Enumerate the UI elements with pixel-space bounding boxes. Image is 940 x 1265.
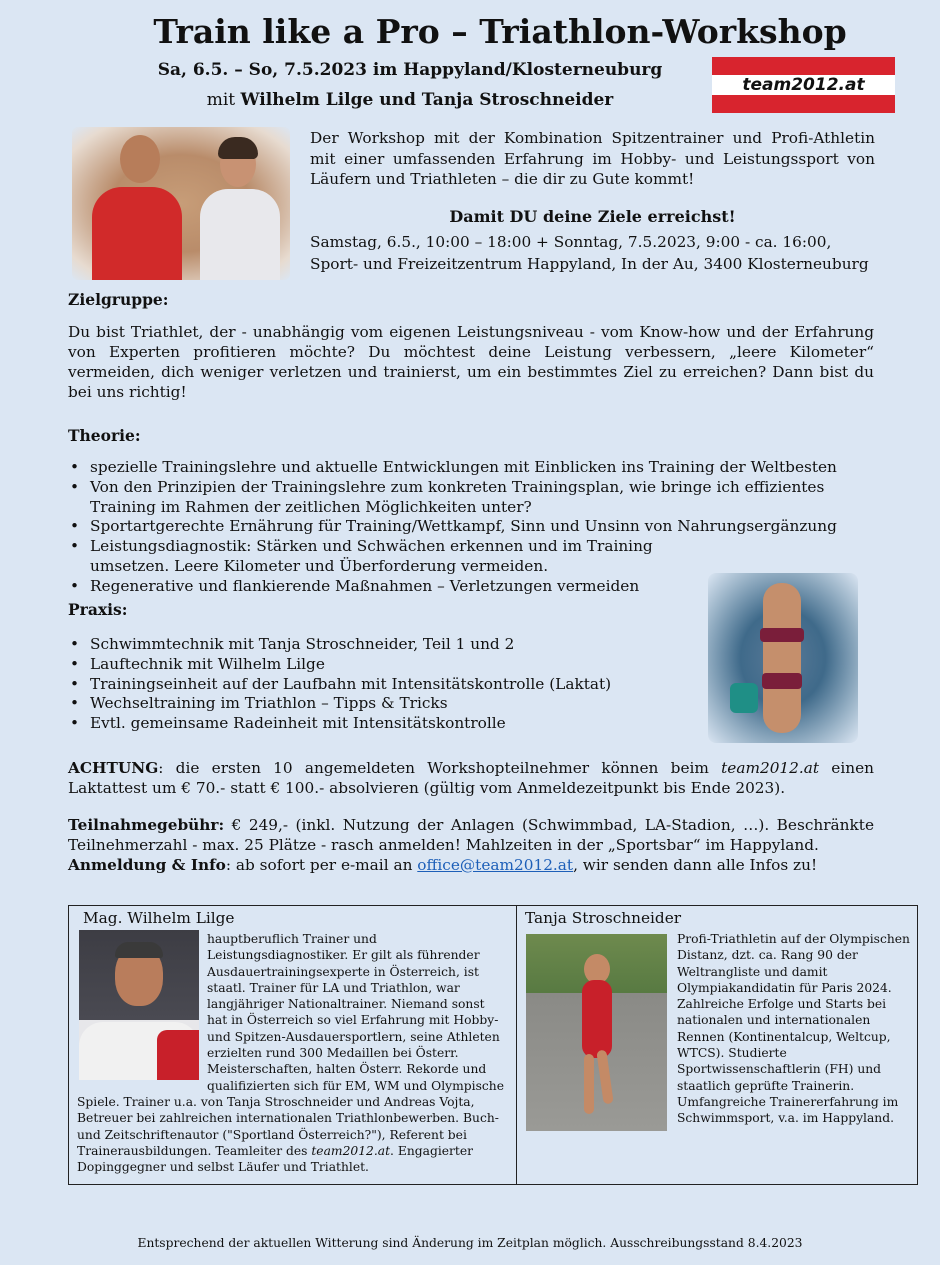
trainers-names: Wilhelm Lilge und Tanja Stroschneider bbox=[240, 90, 614, 110]
zielgruppe-text: Du bist Triathlet, der - unabhängig vom eigenen Leistungsniveau - vom Know-how und der Erfahrung von Experten profitieren möchte? Du möchtest deine Leistung verbessern, „leere Kilometer“ vermeiden, dich weniger verletzen und trainierst, um ein bestimmtes Ziel zu erreichen? Dann bist du bei uns richtig! bbox=[68, 323, 874, 401]
theorie-heading: Theorie: bbox=[68, 426, 141, 445]
swimmer-photo bbox=[708, 573, 858, 743]
trainers-prefix: mit bbox=[206, 90, 241, 110]
signup-text: : ab sofort per e-mail an bbox=[225, 856, 418, 874]
schedule-text: Samstag, 6.5., 10:00 – 18:00 + Sonntag, 7.5.2023, 9:00 - ca. 16:00, Sport- und Freizeitzentrum Happyland, In der Au, 3400 Klosterneuburg bbox=[310, 233, 869, 273]
swimmer-figure bbox=[763, 583, 801, 733]
achtung-paragraph bbox=[68, 758, 874, 798]
achtung-label: ACHTUNG bbox=[68, 759, 159, 777]
swimmer-top bbox=[760, 628, 804, 642]
tanja-name: Tanja Stroschneider bbox=[525, 909, 682, 927]
list-item: • Trainingseinheit auf der Laufbahn mit Intensitätskontrolle (Laktat) bbox=[68, 675, 688, 695]
trainers-photo bbox=[72, 127, 290, 280]
list-item: • Regenerative und flankierende Maßnahmen – Verletzungen vermeiden bbox=[68, 577, 874, 597]
bios-box bbox=[68, 905, 918, 1185]
signup-label: Anmeldung & Info bbox=[68, 856, 226, 874]
lilge-name: Mag. Wilhelm Lilge bbox=[83, 909, 235, 927]
email-link[interactable]: office@team2012.at bbox=[417, 856, 574, 874]
zielgruppe-heading: Zielgruppe: bbox=[68, 290, 169, 309]
logo-text: team2012.at bbox=[712, 75, 895, 95]
lilge-bio-text-after: . Engagierter Dopinggegner und selbst Läufer und Triathlet. bbox=[77, 1143, 474, 1175]
page-title: Train like a Pro – Triathlon-Workshop bbox=[153, 12, 847, 51]
achtung-text: : die ersten 10 angemeldeten Workshopteilnehmer können beim bbox=[158, 759, 722, 777]
list-item: • Schwimmtechnik mit Tanja Stroschneider, Teil 1 und 2 bbox=[68, 635, 688, 655]
trainers-line bbox=[110, 90, 710, 110]
athlete-figure bbox=[200, 189, 280, 280]
event-dates: Sa, 6.5. – So, 7.5.2023 im Happyland/Klosterneuburg bbox=[157, 60, 663, 80]
tanja-suit bbox=[582, 980, 612, 1058]
lilge-photo-spacer bbox=[77, 931, 207, 1081]
list-item: • Von den Prinzipien der Trainingslehre zum konkreten Trainingsplan, wie bringe ich effizientes Training im Rahmen der zeitlichen Möglichkeiten unter? bbox=[68, 478, 874, 518]
praxis-heading: Praxis: bbox=[68, 600, 128, 619]
tanja-photo bbox=[526, 934, 667, 1131]
team2012-logo bbox=[712, 57, 895, 113]
tanja-leg bbox=[584, 1054, 594, 1114]
tanja-leg bbox=[596, 1050, 613, 1105]
kickboard bbox=[730, 683, 758, 713]
tanja-bio: Profi-Triathletin auf der Olympischen Distanz, dzt. ca. Rang 90 der Weltrangliste und damit Olympiakandidatin für Paris 2024. Zahlreiche Erfolge und Starts bei nationalen und internationalen Rennen (Kontinentalcup, Weltcup, WTCS). Studierte Sportwissenschaftlerin (FH) und staatlich geprüfte Trainerin. Umfangreiche Trainererfahrung im Schwimmsport, v.a. im Happyland. bbox=[677, 932, 910, 1126]
lilge-bio bbox=[77, 931, 507, 1175]
footer-note: Entsprechend der aktuellen Witterung sind Änderung im Zeitplan möglich. Ausschreibungsstand 8.4.2023 bbox=[137, 1236, 803, 1250]
achtung-text-after: einen Laktattest um € 70.- statt € 100.- absolvieren (gültig vom Anmeldezeitpunkt bis Ende 2023). bbox=[68, 759, 874, 797]
fee-paragraph bbox=[68, 815, 874, 855]
list-item: • spezielle Trainingslehre und aktuelle Entwicklungen mit Einblicken ins Training der Weltbesten bbox=[68, 458, 874, 478]
list-item: • Leistungsdiagnostik: Stärken und Schwächen erkennen und im Training umsetzen. Leere Kilometer und Überforderung vermeiden. bbox=[68, 537, 874, 577]
athlete-hair bbox=[218, 137, 258, 159]
list-item: • Lauftechnik mit Wilhelm Lilge bbox=[68, 655, 688, 675]
swimmer-bottom bbox=[762, 673, 802, 689]
achtung-brand: team2012.at bbox=[721, 759, 820, 777]
intro-text: Der Workshop mit der Kombination Spitzentrainer und Profi-Athletin mit einer umfassenden Erfahrung im Hobby- und Leistungssport von Läufern und Triathleten – die dir zu Gute kommt! bbox=[310, 129, 875, 188]
list-item: • Evtl. gemeinsame Radeinheit mit Intensitätskontrolle bbox=[68, 714, 688, 734]
list-item: • Wechseltraining im Triathlon – Tipps & Tricks bbox=[68, 694, 688, 714]
bios-divider bbox=[516, 906, 517, 1184]
trainer-head bbox=[120, 135, 160, 183]
praxis-list bbox=[68, 635, 688, 734]
list-item: • Sportartgerechte Ernährung für Training/Wettkampf, Sinn und Unsinn von Nahrungsergänzung bbox=[68, 517, 874, 537]
signup-paragraph bbox=[68, 855, 874, 875]
intro-headline: Damit DU deine Ziele erreichst! bbox=[449, 207, 736, 226]
lilge-bio-brand: team2012.at bbox=[311, 1143, 391, 1158]
signup-text-after: , wir senden dann alle Infos zu! bbox=[573, 856, 818, 874]
lilge-bio-text: hauptberuflich Trainer und Leistungsdiagnostiker. Er gilt als führender Ausdauertrainingsexperte in Österreich, ist staatl. Trainer für LA und Triathlon, war langjähriger Nationaltrainer. Niemand sonst hat in Österreich so viel Erfahrung mit Hobby- und Spitzen-Ausdauersportlern, seine Athleten erzielten rund 300 Medaillen bei Österr. Meisterschaften, halten Österr. Rekorde und qualifizierten sich für EM, WM und Olympische Spiele. Trainer u.a. von Tanja Stroschneider und Andreas Vojta, Betreuer bei zahlreichen internationalen Triathlonbewerben. Buch- und Zeitschriftenautor ("Sportland Österreich?"), Referent bei Trainerausbildungen. Teamleiter des bbox=[77, 932, 504, 1158]
fee-text: € 249,- (inkl. Nutzung der Anlagen (Schwimmbad, LA-Stadion, …). Beschränkte Teilnehmerzahl - max. 25 Plätze - rasch anmelden! Mahlzeiten in der „Sportsbar“ im Happyland. bbox=[68, 816, 874, 854]
fee-label: Teilnahmegebühr: bbox=[68, 816, 225, 834]
trainer-figure bbox=[92, 187, 182, 280]
